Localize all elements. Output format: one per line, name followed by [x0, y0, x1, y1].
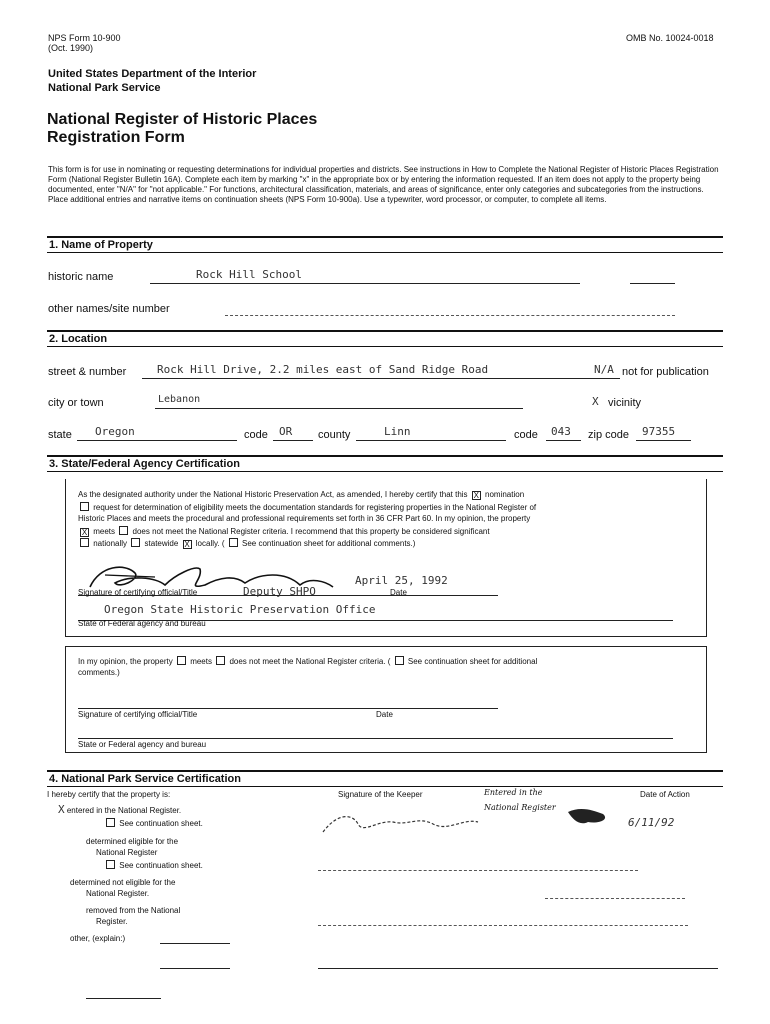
entered-mark[interactable]: X: [58, 803, 65, 816]
city-value[interactable]: Lebanon: [158, 394, 201, 405]
cert-line-5: nationally statewide X locally. ( See continuation sheet for additional comments.): [78, 538, 415, 549]
removed-option-2: Register.: [96, 917, 128, 926]
bottom-line-3: [86, 998, 161, 999]
not-for-publication-value[interactable]: N/A: [594, 363, 614, 376]
request-checkbox[interactable]: [80, 502, 89, 511]
other-option: other, (explain:): [70, 934, 126, 943]
continuation-checkbox-2[interactable]: [395, 656, 404, 665]
statewide-checkbox[interactable]: [131, 538, 140, 547]
state-label: state: [48, 429, 72, 441]
vicinity-mark[interactable]: X: [592, 395, 599, 408]
county-value[interactable]: Linn: [384, 425, 411, 438]
continuation-option-2: See continuation sheet.: [104, 860, 203, 871]
does-not-meet-checkbox[interactable]: [119, 526, 128, 535]
section-3-heading: 3. State/Federal Agency Certification: [47, 455, 723, 472]
signature-label-1: Signature of certifying official/Title: [78, 588, 198, 597]
county-code-line: [546, 440, 581, 441]
continuation-option-1: See continuation sheet.: [104, 818, 203, 829]
cert-line-2: request for determination of eligibility meets the documentation standards for registering properties in the National Register of: [78, 502, 536, 513]
not-eligible-option-1: determined not eligible for the: [70, 878, 176, 887]
meets-checkbox[interactable]: X: [81, 528, 88, 537]
nomination-checkbox[interactable]: X: [473, 491, 479, 500]
street-label: street & number: [48, 366, 127, 378]
historic-name-line: [150, 283, 580, 284]
zip-value[interactable]: 97355: [642, 425, 676, 438]
section-2-heading: 2. Location: [47, 330, 723, 347]
agency-label-2: State or Federal agency and bureau: [78, 740, 207, 749]
city-label: city or town: [48, 397, 104, 409]
vicinity-label: vicinity: [608, 397, 642, 409]
form-title-line1: National Register of Historic Places: [47, 111, 318, 128]
state-line: [77, 440, 237, 441]
keeper-label: Signature of the Keeper: [338, 790, 423, 799]
cert-line-3: Historic Places and meets the procedural and professional requirements set forth in 36 CFR Part 60. In my opinion, the property: [78, 514, 531, 523]
other-names-label: other names/site number: [48, 303, 170, 315]
removed-option-1: removed from the National: [86, 906, 181, 915]
agency-value-1[interactable]: Oregon State Historic Preservation Office: [104, 603, 376, 616]
state-code-line: [273, 440, 313, 441]
continuation-checkbox-3[interactable]: [106, 818, 115, 827]
not-eligible-line: [545, 898, 685, 899]
signature-label-2: Signature of certifying official/Title: [78, 710, 198, 719]
nationally-checkbox[interactable]: [80, 538, 89, 547]
locally-checkbox[interactable]: X: [184, 540, 190, 549]
date-of-action-label: Date of Action: [640, 790, 690, 799]
bottom-line-2: [318, 968, 718, 969]
date-label-1: Date: [390, 588, 407, 597]
certify-text: I hereby certify that the property is:: [47, 790, 171, 799]
state-code-value[interactable]: OR: [279, 425, 293, 438]
eligible-option-1: determined eligible for the: [86, 837, 179, 846]
section-1-heading: 1. Name of Property: [47, 236, 723, 253]
date-of-action-value[interactable]: 6/11/92: [628, 816, 675, 829]
county-code-label: code: [514, 429, 538, 441]
street-value[interactable]: Rock Hill Drive, 2.2 miles east of Sand Ridge Road: [157, 363, 489, 376]
zip-label: zip code: [588, 429, 629, 441]
date-label-2: Date: [376, 710, 393, 719]
department-name: United States Department of the Interior: [48, 68, 257, 80]
state-value[interactable]: Oregon: [95, 425, 135, 438]
form-date: (Oct. 1990): [48, 43, 94, 53]
zip-line: [636, 440, 691, 441]
form-title-line2: Registration Form: [47, 129, 185, 146]
entered-option: X entered in the National Register.: [58, 803, 182, 816]
keeper-signature: [318, 802, 628, 842]
signature-title-value[interactable]: Deputy SHPO: [243, 585, 316, 598]
cert-line-1: As the designated authority under the National Historic Preservation Act, as amended, I hereby certify that this X nomination: [78, 490, 525, 500]
opinion-comments: comments.): [78, 668, 120, 677]
not-for-publication-label: not for publication: [622, 366, 709, 378]
not-eligible-option-2: National Register.: [86, 889, 150, 898]
city-line: [155, 408, 523, 409]
cert-line-4: X meets does not meet the National Register criteria. I recommend that this property be considered significant: [81, 527, 490, 537]
bottom-line-1: [160, 968, 230, 969]
eligible-line: [318, 870, 638, 871]
other-names-line: [225, 315, 675, 316]
removed-line: [318, 925, 688, 926]
stamp-line-2: National Register: [484, 803, 556, 812]
opinion-line: In my opinion, the property meets does not meet the National Register criteria. ( See continuation sheet for additional: [78, 657, 538, 666]
stamp-line-1: Entered in the: [484, 788, 543, 797]
omb-number: OMB No. 10024-0018: [626, 33, 714, 43]
form-number: NPS Form 10-900: [48, 33, 121, 43]
historic-name-value[interactable]: Rock Hill School: [196, 268, 302, 281]
continuation-checkbox-1[interactable]: [229, 538, 238, 547]
county-code-value[interactable]: 043: [551, 425, 571, 438]
county-line: [356, 440, 506, 441]
opinion-meets-checkbox[interactable]: [177, 656, 186, 665]
other-explain-line[interactable]: [160, 943, 230, 944]
date-value-1[interactable]: April 25, 1992: [355, 574, 448, 587]
street-line: [142, 378, 620, 379]
agency-label-1: State of Federal agency and bureau: [78, 619, 206, 628]
opinion-not-meet-checkbox[interactable]: [216, 656, 225, 665]
form-instructions: This form is for use in nominating or requesting determinations for individual properties and districts. See instructions in How to Complete the National Register of Historic Places Registration Form (National Register Bulletin 16A). Complete each item by marking "x" in the appropriate box or by entering the information requested. If an item does not apply to the property being documented, enter "N/A" for "not applicable." For functions, architectural classification, materials, and areas of significance, enter only categories and subcategories from the instructions. Place additional entries and narrative items on continuation sheets (NPS Form 10-900a). Use a typewriter, word processor, or computer, to complete all items.: [48, 165, 719, 204]
county-label: county: [318, 429, 351, 441]
signature-line-2: [78, 708, 498, 709]
service-name: National Park Service: [48, 82, 161, 94]
state-code-label: code: [244, 429, 268, 441]
historic-name-label: historic name: [48, 271, 114, 283]
agency-line-2: [78, 738, 673, 739]
eligible-option-2: National Register: [96, 848, 158, 857]
section-4-heading: 4. National Park Service Certification: [47, 770, 723, 787]
continuation-checkbox-4[interactable]: [106, 860, 115, 869]
historic-name-line-end: [630, 283, 675, 284]
